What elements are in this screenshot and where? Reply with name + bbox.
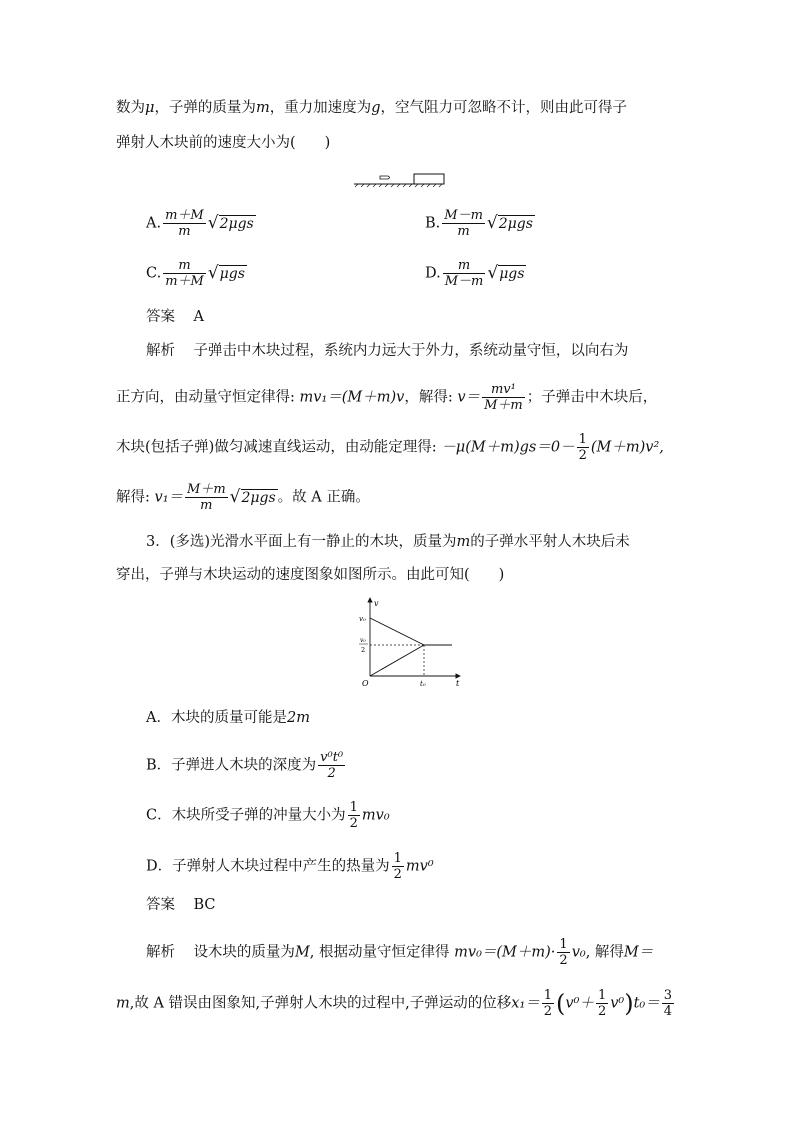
- q2-analysis-line1: 解析 子弹击中木块过程，系统内力远大于外力，系统动量守恒，以向右为: [146, 343, 629, 359]
- q3-stem-line2: 穿出，子弹与木块运动的速度图象如图所示。由此可知( ): [116, 567, 505, 583]
- q3-option-c: C．木块所受子弹的冲量大小为 $\frac{1}{2}$ mv₀: [146, 800, 390, 831]
- q2-analysis-line4: 解得: v₁＝ $\frac{M+m}{m}$ √2μgs 。故 A 正确。: [116, 482, 370, 513]
- q3-analysis-line1: 解析 设木块的质量为M, 根据动量守恒定律得 mv₀＝(M＋m)· $\frac{1}{2}$ v₀, 解得M＝: [146, 937, 654, 968]
- bullet-block-figure: [352, 170, 446, 188]
- q3-option-a: A．木块的质量可能是2m: [146, 710, 310, 726]
- q3-stem-line1: 3．(多选)光滑水平面上有一静止的木块，质量为m的子弹水平射人木块后未: [146, 534, 630, 550]
- velocity-time-graph: [356, 594, 468, 690]
- wood-block: [414, 174, 444, 184]
- q2-stem-line2: 弹射人木块前的速度大小为( ): [116, 135, 331, 151]
- q2-option-d: D. $\frac{m}{M-m}$ √μgs: [425, 258, 525, 289]
- q3-option-b: B．子弹进人木块的深度为 $\frac{\text{v⁰t⁰}}{2}$: [146, 750, 344, 781]
- q2-option-a: A. $\frac{m+M}{m}$ √2μgs: [146, 208, 254, 239]
- t0-label: t₀: [420, 680, 426, 688]
- q2-analysis-line2: 正方向，由动量守恒定律得: mv₁＝(M＋m)v，解得: v＝ $\frac{\text{mv¹}}{M+m}$ ；子弹击中木块后，: [116, 382, 658, 413]
- q3-answer: 答案 BC: [146, 897, 216, 913]
- q3-analysis-line2: m,故 A 错误由图象知,子弹射人木块的过程中,子弹运动的位移x₁＝ $\frac{1}{2}$ (v⁰＋ $\frac{1}{2}$ v⁰)t₀＝ $\frac{3}{4}$: [116, 988, 673, 1019]
- q2-option-c: C. $\frac{m}{m+M}$ √μgs: [146, 258, 245, 289]
- q2-stem-line1: 数为μ，子弹的质量为m，重力加速度为g，空气阻力可忽略不计，则由此可得子: [116, 100, 627, 116]
- v0-label: v₀: [359, 615, 366, 623]
- bullet: [380, 176, 390, 179]
- q2-option-b: B. $\frac{M-m}{m}$ √2μgs: [425, 208, 533, 239]
- q2-answer: 答案 A: [146, 309, 204, 325]
- half-v0-num: v₀: [360, 637, 366, 644]
- t-axis-label: t: [456, 679, 460, 688]
- half-v0-den: 2: [361, 646, 366, 654]
- bullet-velocity-line: [370, 618, 424, 645]
- origin-label: O: [362, 679, 369, 688]
- q2-analysis-line3: 木块(包括子弹)做匀减速直线运动，由动能定理得: －μ(M＋m)gs＝0－ $\frac{1}{2}$ (M＋m)v²,: [116, 432, 664, 463]
- q3-option-d: D．子弹射人木块过程中产生的热量为 $\frac{1}{2}$ mv⁰: [146, 851, 434, 882]
- block-velocity-line: [370, 645, 424, 676]
- v-axis-label: v: [374, 599, 379, 608]
